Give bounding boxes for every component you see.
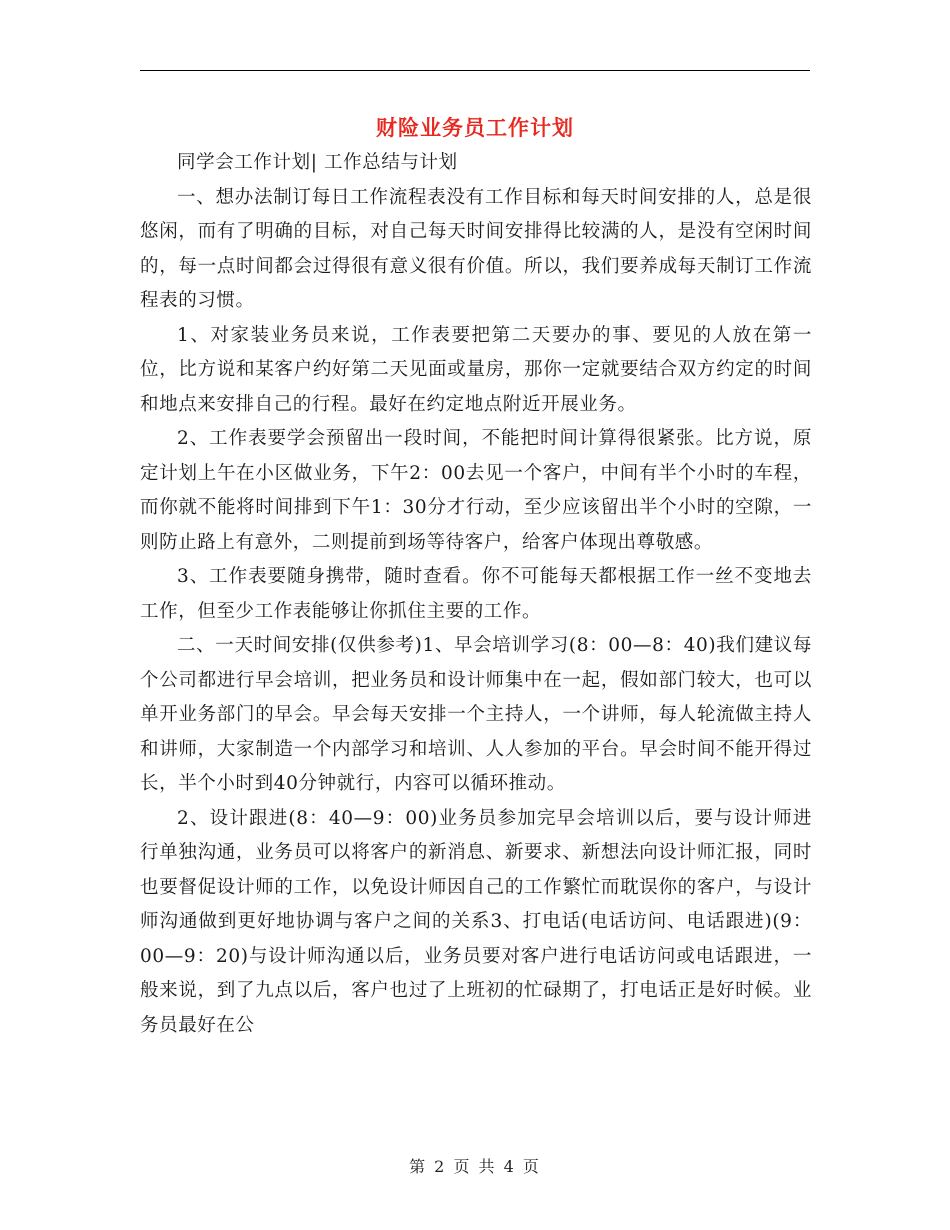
paragraph-subtitle: 同学会工作计划| 工作总结与计划	[177, 152, 458, 173]
document-body	[140, 146, 812, 1043]
header-rule	[140, 70, 810, 71]
page-number-footer: 第 2 页 共 4 页	[409, 1157, 541, 1176]
paragraph: 2、设计跟进(8：40—9：00)业务员参加完早会培训以后，要与设计师进行单独沟通，业务员可以将客户的新消息、新要求、新想法向设计师汇报，同时也要督促设计师的工作，以免设计师因自己的工作繁忙而耽误你的客户，与设计师沟通做到更好地协调与客户之间的关系3、打电话(电话访问、电话跟进)(9：00—9：20)与设计师沟通以后，业务员要对客户进行电话访问或电话跟进，一般来说，到了九点以后，客户也过了上班初的忙碌期了，打电话正是好时候。业务员最好在公	[140, 807, 812, 1036]
paragraph: 二、一天时间安排(仅供参考)1、早会培训学习(8：00—8：40)我们建议每个公司都进行早会培训，把业务员和设计师集中在一起，假如部门较大，也可以单开业务部门的早会。早会每天安排一个主持人，一个讲师，每人轮流做主持人和讲师，大家制造一个内部学习和培训、人人参加的平台。早会时间不能开得过长，半个小时到40分钟就行，内容可以循环推动。	[140, 635, 812, 794]
paragraph: 一、想办法制订每日工作流程表没有工作目标和每天时间安排的人，总是很悠闲，而有了明确的目标，对自己每天时间安排得比较满的人，是没有空闲时间的，每一点时间都会过得很有意义很有价值。所以，我们要养成每天制订工作流程表的习惯。	[140, 186, 812, 311]
paragraph: 2、工作表要学会预留出一段时间，不能把时间计算得很紧张。比方说，原定计划上午在小区做业务，下午2：00去见一个客户，中间有半个小时的车程，而你就不能将时间排到下午1：30分才行动，至少应该留出半个小时的空隙，一则防止路上有意外，二则提前到场等待客户，给客户体现出尊敬感。	[140, 428, 812, 553]
document-title: 财险业务员工作计划	[376, 115, 574, 140]
paragraph: 1、对家装业务员来说，工作表要把第二天要办的事、要见的人放在第一位，比方说和某客户约好第二天见面或量房，那你一定就要结合双方约定的时间和地点来安排自己的行程。最好在约定地点附近开展业务。	[140, 324, 812, 415]
paragraph: 3、工作表要随身携带，随时查看。你不可能每天都根据工作一丝不变地去工作，但至少工作表能够让你抓住主要的工作。	[140, 566, 812, 622]
